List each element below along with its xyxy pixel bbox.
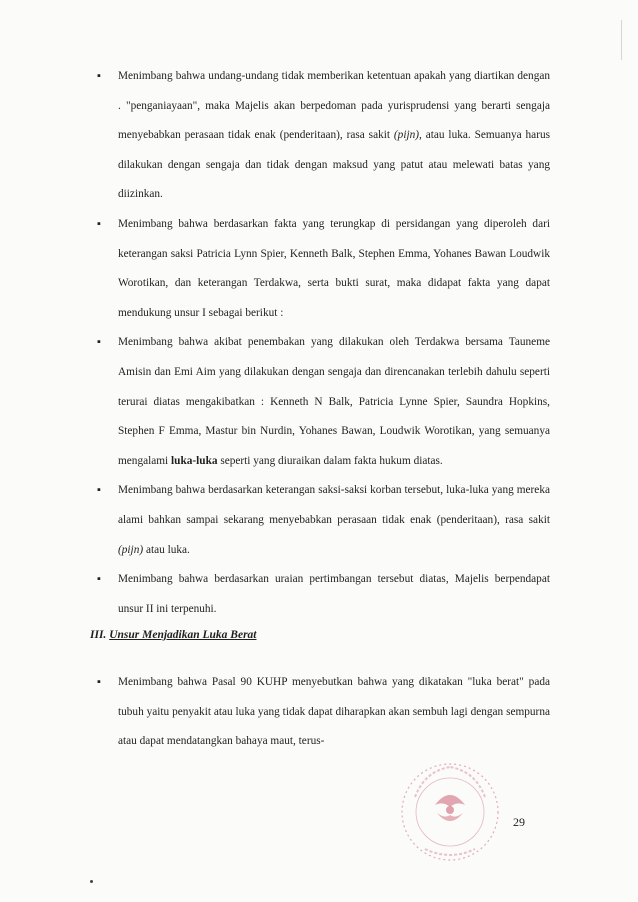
bullet-icon: ▪ xyxy=(97,484,101,497)
paragraph-4: ▪ Menimbang bahwa berdasarkan keterangan saksi-saksi korban tersebut, luka-luka yang mereka alami bahkan sampai sekarang menyebabkan perasaan tidak enak (penderitaan), rasa sakit (pijn) atau luka. xyxy=(90,476,550,565)
bullet-list xyxy=(90,62,550,624)
bullet-icon: ▪ xyxy=(97,217,101,230)
paragraph-2: ▪ Menimbang bahwa berdasarkan fakta yang terungkap di persidangan yang diperoleh dari keterangan saksi Patricia Lynn Spier, Kenneth Balk, Stephen Emma, Yohanes Bawan Loudwik Worotikan, dan keterangan Terdakwa, serta bukti surat, maka didapat fakta yang dapat mendukung unsur I sebagai berikut : xyxy=(90,210,550,328)
section-heading: III. Unsur Menjadikan Luka Berat xyxy=(90,629,257,641)
bullet-icon: ▪ xyxy=(97,573,101,586)
page-number: 29 xyxy=(513,815,525,829)
bullet-icon: ▪ xyxy=(97,336,101,349)
section-3-body xyxy=(90,668,550,757)
bullet-icon: ▪ xyxy=(97,676,101,688)
bullet-icon: ▪ xyxy=(97,70,101,82)
paragraph-1: ▪ Menimbang bahwa undang-undang tidak memberikan ketentuan apakah yang diartikan dengan . "penganiayaan", maka Majelis akan berpedoman pada yurisprudensi yang berarti sengaja menyebabkan perasaan tidak enak (penderitaan), rasa sakit (pijn), atau luka. Semuanya harus dilakukan dengan sengaja dan tidak dengan maksud yang patut atau melewati batas yang diizinkan. xyxy=(90,62,550,210)
scan-edge-mark xyxy=(621,20,622,60)
scan-speck xyxy=(90,880,93,883)
paragraph-6: ▪ Menimbang bahwa Pasal 90 KUHP menyebutkan bahwa yang dikatakan "luka berat" pada tubuh yaitu penyakit atau luka yang tidak dapat diharapkan akan sembuh lagi dengan sempurna atau dapat mendatangkan bahaya maut, terus- xyxy=(90,668,550,757)
paragraph-3: ▪ Menimbang bahwa akibat penembakan yang dilakukan oleh Terdakwa bersama Tauneme Amisin dan Emi Aim yang dilakukan dengan sengaja dan direncanakan terlebih dahulu seperti terurai diatas mengakibatkan : Kenneth N Balk, Patricia Lynne Spier, Saundra Hopkins, Stephen F Emma, Mastur bin Nurdin, Yohanes Bawan, Loudwik Worotikan, yang semuanya mengalami luka-luka seperti yang diuraikan dalam fakta hukum diatas. xyxy=(90,328,550,476)
paragraph-5: ▪ Menimbang bahwa berdasarkan uraian pertimbangan tersebut diatas, Majelis berpendapat unsur II ini terpenuhi. xyxy=(90,565,550,624)
official-stamp-icon xyxy=(395,757,505,867)
